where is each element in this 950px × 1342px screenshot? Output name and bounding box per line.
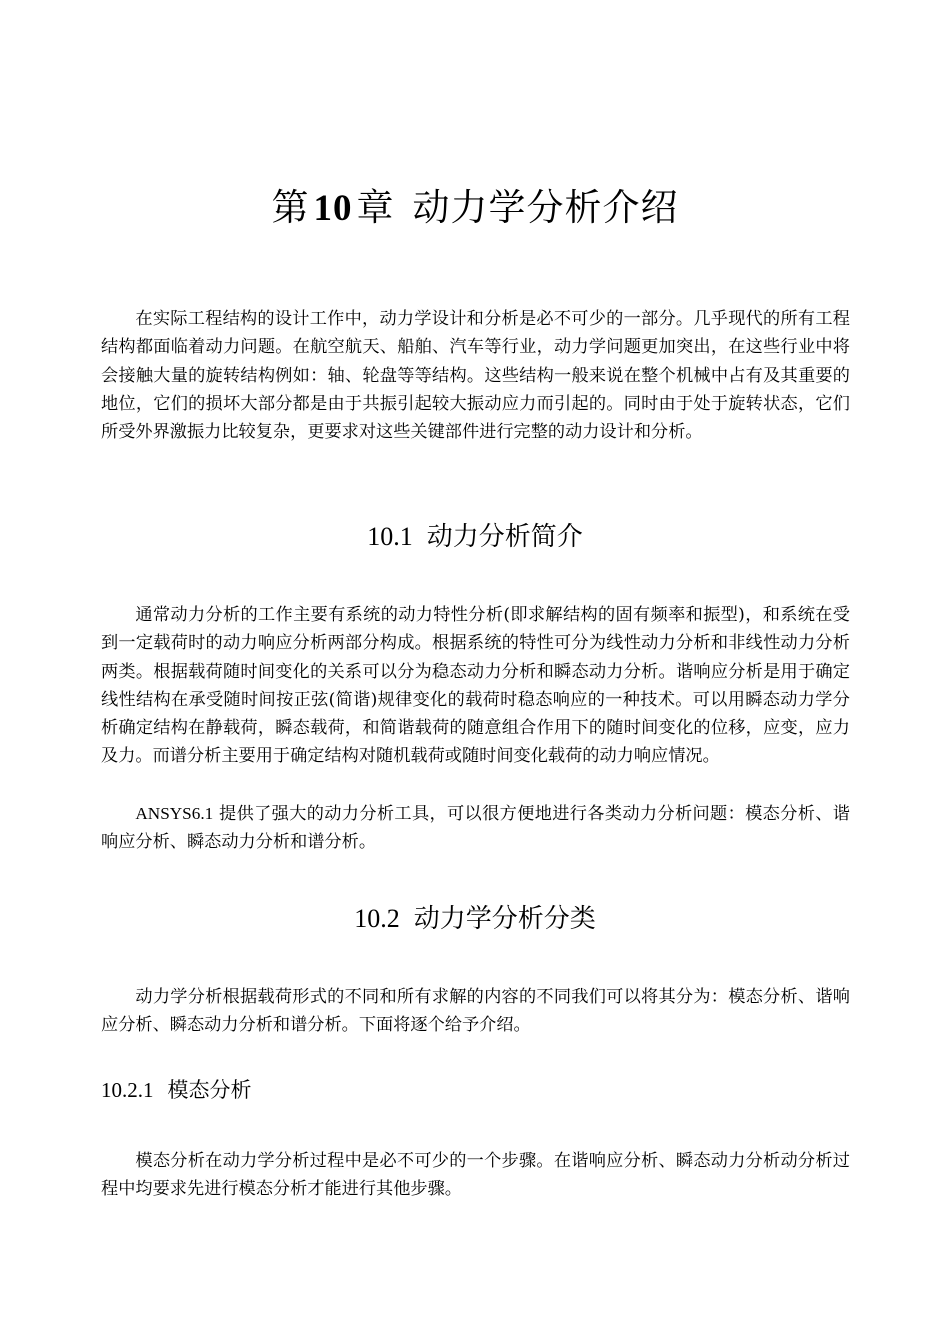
- chapter-title: [0, 180, 950, 237]
- subsection-10-2-1-title: 模态分析: [167, 1078, 252, 1102]
- section-10-1-paragraph-2-text: 提供了强大的动力分析工具，可以很方便地进行各类动力分析问题：模态分析、谐响应分析、瞬态动力分析和谱分析。: [101, 804, 850, 853]
- chapter-prefix: 第: [271, 186, 310, 229]
- section-10-1-heading: [0, 517, 950, 557]
- chapter-name: 动力学分析介绍: [412, 186, 679, 229]
- section-10-1-paragraph-1: 通常动力分析的工作主要有系统的动力特性分析(即求解结构的固有频率和振型)，和系统在受到一定载荷时的动力响应分析两部分构成。根据系统的特性可分为线性动力分析和非线性动力分析两类。根据载荷随时间变化的关系可以分为稳态动力分析和瞬态动力分析。谐响应分析是用于确定线性结构在承受随时间按正弦(简谐)规律变化的载荷时稳态响应的一种技术。可以用瞬态动力学分析确定结构在静载荷，瞬态载荷，和简谐载荷的随意组合作用下的随时间变化的位移，应变，应力及力。而谱分析主要用于确定结构对随机载荷或随时间变化载荷的动力响应情况。: [101, 605, 850, 767]
- subsection-10-2-1-paragraph: 模态分析在动力学分析过程中是必不可少的一个步骤。在谐响应分析、瞬态动力分析动分析过程中均要求先进行模态分析才能进行其他步骤。: [101, 1151, 850, 1200]
- section-10-2-heading: [0, 899, 950, 939]
- software-name: ANSYS6.1: [135, 804, 214, 823]
- section-10-1-number: 10.1: [367, 522, 413, 551]
- chapter-suffix: 章: [356, 186, 395, 229]
- intro-paragraph: 在实际工程结构的设计工作中，动力学设计和分析是必不可少的一部分。几乎现代的所有工程结构都面临着动力问题。在航空航天、船舶、汽车等行业，动力学问题更加突出，在这些行业中将会接触大量的旋转结构例如：轴、轮盘等等结构。这些结构一般来说在整个机械中占有及其重要的地位，它们的损坏大部分都是由于共振引起较大振动应力而引起的。同时由于处于旋转状态，它们所受外界激振力比较复杂，更要求对这些关键部件进行完整的动力设计和分析。: [101, 309, 850, 443]
- subsection-10-2-1-heading: [101, 1073, 252, 1107]
- subsection-10-2-1-number: 10.2.1: [101, 1078, 154, 1102]
- section-10-2-number: 10.2: [354, 904, 400, 933]
- chapter-number: 10: [313, 188, 353, 229]
- section-10-2-title: 动力学分析分类: [413, 904, 596, 934]
- section-10-1-paragraph-2: [101, 800, 850, 857]
- section-10-2-paragraph: 动力学分析根据载荷形式的不同和所有求解的内容的不同我们可以将其分为：模态分析、谐响应分析、瞬态动力分析和谱分析。下面将逐个给予介绍。: [101, 987, 850, 1036]
- section-10-1-title: 动力分析简介: [426, 522, 583, 552]
